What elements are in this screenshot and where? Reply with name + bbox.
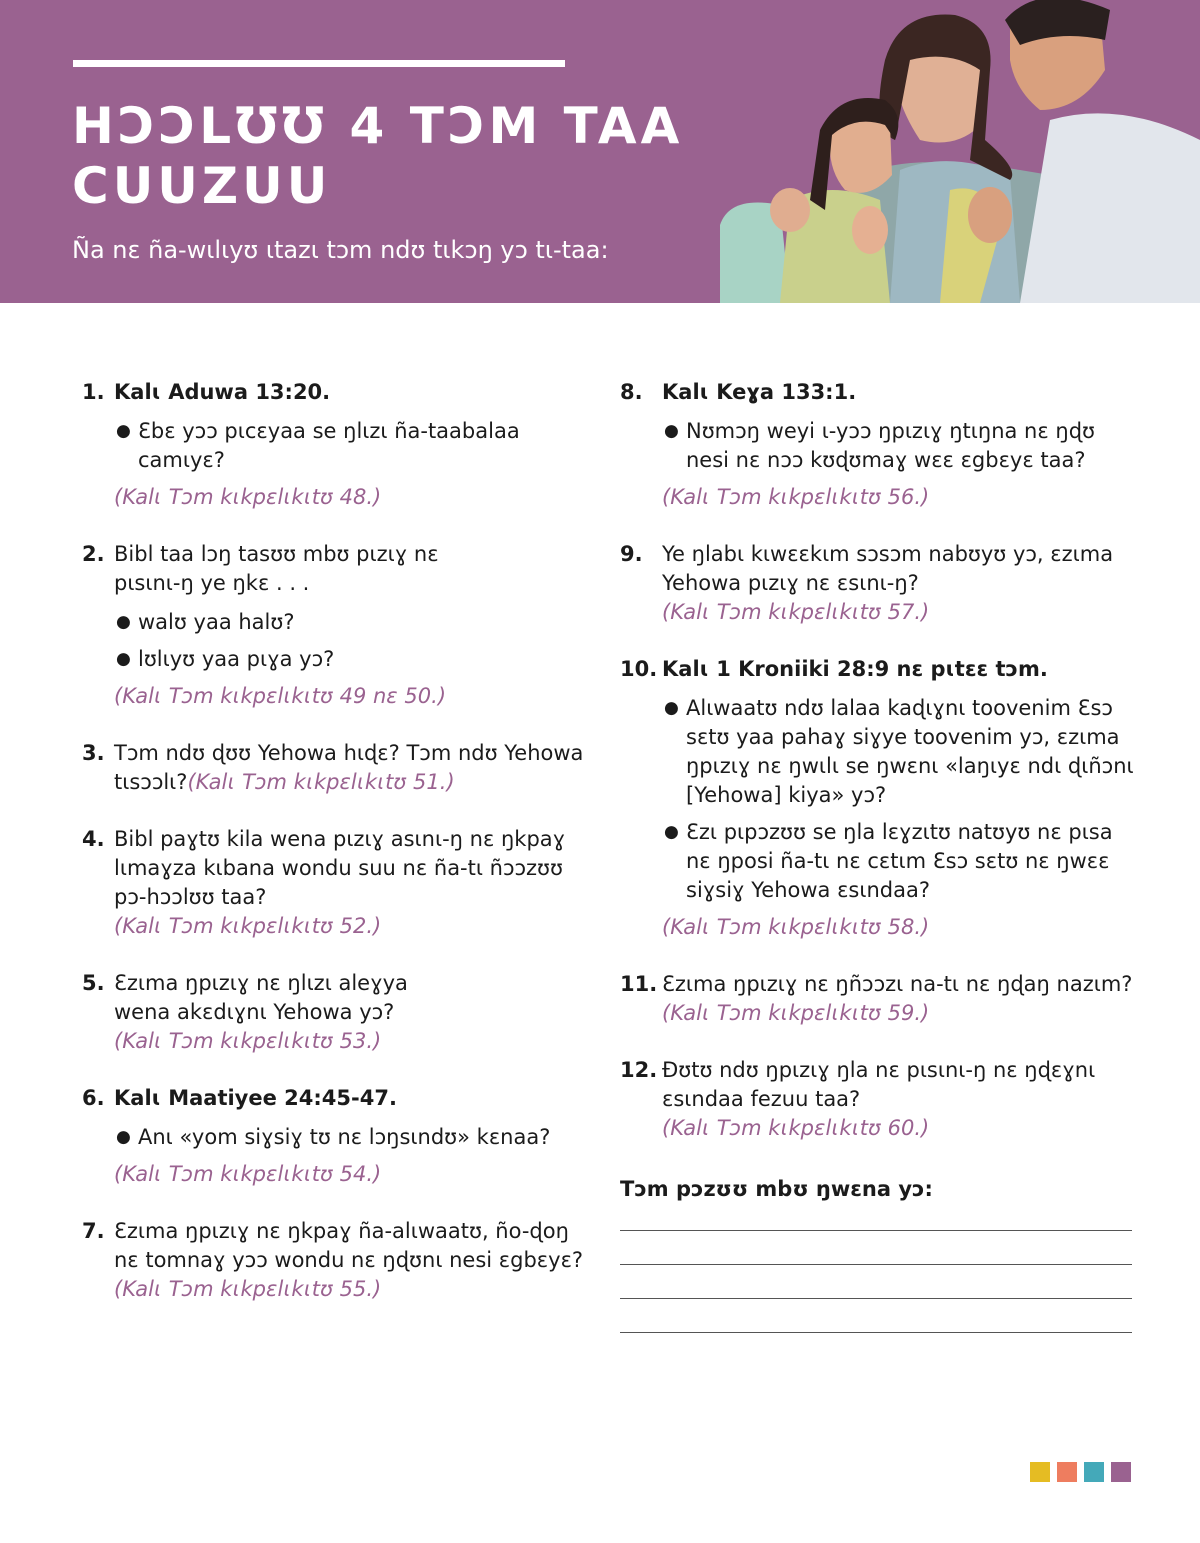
- question-5: [82, 969, 592, 1056]
- question-4: [82, 825, 592, 941]
- bullet-item: [114, 1123, 592, 1152]
- question-text: Kalɩ Keɣa 133:1.: [662, 380, 857, 404]
- bullet-item: [114, 417, 592, 475]
- question-6: [82, 1084, 592, 1189]
- question-number: 8.: [620, 380, 643, 404]
- purple-square-icon: [1111, 1462, 1131, 1482]
- question-number: 9.: [620, 542, 643, 566]
- bullet-text: Alɩwaatʊ ndʊ lalaa kaɖɩɣnɩ toovenim Ɛsɔ sɛtʊ yaa pahaɣ siɣye toovenim yɔ, ɛzɩma ŋpɩzɩɣ nɛ ŋwɩlɩ se ŋwɛnɩ «laŋɩyɛ ndɩ ɖɩñɔnɩ [Yehowa] kiya» yɔ?: [686, 696, 1134, 807]
- question-text: Ɛzɩma ŋpɩzɩɣ nɛ ŋkpaɣ ña-alɩwaatʊ, ño-ɖoŋ nɛ tomnaɣ yɔɔ wondu nɛ ŋɖʊnɩ nesi ɛgbɛyɛ?: [114, 1219, 584, 1272]
- question-number: 11.: [620, 972, 658, 996]
- lesson-reference: (Kalɩ Tɔm kɩkpɛlɩkɩtʊ 48.): [114, 485, 382, 509]
- bullet-item: [114, 608, 592, 637]
- question-number: 4.: [82, 827, 105, 851]
- bullet-icon: ●: [664, 822, 679, 842]
- page-title: [72, 96, 692, 216]
- question-2: [82, 540, 592, 711]
- bullet-icon: ●: [116, 612, 131, 632]
- bullet-text: Anɩ «yom siɣsiɣ tʊ nɛ lɔŋsɩndʊ» kɛnaa?: [138, 1125, 551, 1149]
- page-title-line-2: CUUZUU: [72, 157, 332, 215]
- question-1: [82, 378, 592, 512]
- question-12: [620, 1056, 1140, 1143]
- bullet-item: [662, 417, 1140, 475]
- question-11: [620, 970, 1140, 1028]
- question-number: 1.: [82, 380, 105, 404]
- question-text: Ɛzɩma ŋpɩzɩɣ nɛ ŋñɔɔzɩ na-tɩ nɛ ŋɖaŋ nazɩm?: [662, 972, 1133, 996]
- bullet-icon: ●: [664, 421, 679, 441]
- question-number: 3.: [82, 741, 105, 765]
- bullet-icon: ●: [116, 421, 131, 441]
- bullet-text: walʊ yaa halʊ?: [138, 610, 295, 634]
- question-8: [620, 378, 1140, 512]
- bullet-item: [662, 694, 1140, 810]
- question-text: Kalɩ 1 Kroniiki 28:9 nɛ pɩtɛɛ tɔm.: [662, 657, 1048, 681]
- bullet-icon: ●: [116, 1127, 131, 1147]
- bullet-text: Nʊmɔŋ weyi ɩ-yɔɔ ŋpɩzɩɣ ŋtɩŋna nɛ ŋɖʊ nesi nɛ nɔɔ kʊɖʊmaɣ wɛɛ ɛgbɛyɛ taa?: [686, 419, 1095, 472]
- lesson-reference: (Kalɩ Tɔm kɩkpɛlɩkɩtʊ 52.): [114, 914, 382, 938]
- teal-square-icon: [1084, 1462, 1104, 1482]
- question-text: Kalɩ Aduwa 13:20.: [114, 380, 331, 404]
- bullet-icon: ●: [116, 649, 131, 669]
- page-subtitle: Ña nɛ ña-wɩlɩyʊ ɩtazɩ tɔm ndʊ tɩkɔŋ yɔ tɩ-taa:: [72, 236, 609, 264]
- question-number: 5.: [82, 971, 105, 995]
- orange-square-icon: [1057, 1462, 1077, 1482]
- notes-section: [620, 1175, 1140, 1333]
- note-line[interactable]: [620, 1332, 1132, 1333]
- question-text: Kalɩ Maatiyee 24:45-47.: [114, 1086, 397, 1110]
- page-title-line-1: HƆƆLƱƱ 4 TƆM TAA: [72, 97, 684, 155]
- question-text: Ðʊtʊ ndʊ ŋpɩzɩɣ ŋla nɛ pɩsɩnɩ-ŋ nɛ ŋɖɛɣnɩ ɛsɩndaa fezuu taa?: [662, 1058, 1096, 1111]
- lesson-reference: (Kalɩ Tɔm kɩkpɛlɩkɩtʊ 51.): [187, 770, 455, 794]
- lesson-reference: (Kalɩ Tɔm kɩkpɛlɩkɩtʊ 60.): [662, 1116, 930, 1140]
- questions-left-column: [82, 378, 592, 1304]
- question-number: 10.: [620, 657, 658, 681]
- yellow-square-icon: [1030, 1462, 1050, 1482]
- bullet-text: lʊlɩyʊ yaa pɩɣa yɔ?: [138, 647, 335, 671]
- bullet-text: Ɛzɩ pɩpɔzʊʊ se ŋla lɛɣzɩtʊ natʊyʊ nɛ pɩsa nɛ ŋposi ña-tɩ nɛ cɛtɩm Ɛsɔ sɛtʊ nɛ ŋwɛɛ siɣsiɣ Yehowa ɛsɩndaa?: [686, 820, 1113, 902]
- question-text: Bibl paɣtʊ kila wena pɩzɩɣ asɩnɩ-ŋ nɛ ŋkpaɣ lɩmaɣza kɩbana wondu suu nɛ ña-tɩ ñɔɔzʊʊ pɔ-hɔɔlʊʊ taa?: [114, 827, 566, 909]
- question-10: [620, 655, 1140, 942]
- question-9: [620, 540, 1140, 627]
- lesson-reference: (Kalɩ Tɔm kɩkpɛlɩkɩtʊ 57.): [662, 600, 930, 624]
- page-header: [0, 0, 1200, 303]
- questions-right-column: [620, 378, 1140, 1333]
- question-number: 6.: [82, 1086, 105, 1110]
- lesson-reference: (Kalɩ Tɔm kɩkpɛlɩkɩtʊ 55.): [114, 1277, 382, 1301]
- question-number: 7.: [82, 1219, 105, 1243]
- bullet-item: [662, 818, 1140, 905]
- question-text: [114, 739, 592, 797]
- question-text: Ye ŋlabɩ kɩwɛɛkɩm sɔsɔm nabʊyʊ yɔ, ɛzɩma Yehowa pɩzɩɣ nɛ ɛsɩnɩ-ŋ?: [662, 542, 1114, 595]
- bullet-text: Ɛbɛ yɔɔ pɩcɛyaa se ŋlɩzɩ ña-taabalaa camɩyɛ?: [138, 419, 520, 472]
- lesson-reference: (Kalɩ Tɔm kɩkpɛlɩkɩtʊ 58.): [662, 915, 930, 939]
- color-squares-decoration: [1030, 1462, 1131, 1482]
- bullet-item: [114, 645, 592, 674]
- question-number: 12.: [620, 1058, 658, 1082]
- praying-family-illustration: [720, 0, 1200, 303]
- bullet-icon: ●: [664, 698, 679, 718]
- lesson-reference: (Kalɩ Tɔm kɩkpɛlɩkɩtʊ 53.): [114, 1029, 382, 1053]
- lesson-reference: (Kalɩ Tɔm kɩkpɛlɩkɩtʊ 49 nɛ 50.): [114, 684, 447, 708]
- question-text: Bibl taa lɔŋ tasʊʊ mbʊ pɩzɩɣ nɛ pɩsɩnɩ-ŋ ye ŋkɛ . . .: [114, 542, 439, 595]
- question-7: [82, 1217, 592, 1304]
- question-3: [82, 739, 592, 797]
- lesson-reference: (Kalɩ Tɔm kɩkpɛlɩkɩtʊ 59.): [662, 1001, 930, 1025]
- lesson-reference: (Kalɩ Tɔm kɩkpɛlɩkɩtʊ 54.): [114, 1162, 382, 1186]
- question-number: 2.: [82, 542, 105, 566]
- question-text-body: Tɔm ndʊ ɖʊʊ Yehowa hɩɖɛ? Tɔm ndʊ Yehowa tɩsɔɔlɩ?: [114, 741, 584, 794]
- lesson-reference: (Kalɩ Tɔm kɩkpɛlɩkɩtʊ 56.): [662, 485, 930, 509]
- question-text: Ɛzɩma ŋpɩzɩɣ nɛ ŋlɩzɩ aleɣya wena akɛdɩɣnɩ Yehowa yɔ?: [114, 971, 408, 1024]
- notes-label: Tɔm pɔzʊʊ mbʊ ŋwɛna yɔ:: [620, 1177, 933, 1201]
- header-rule: [73, 60, 565, 67]
